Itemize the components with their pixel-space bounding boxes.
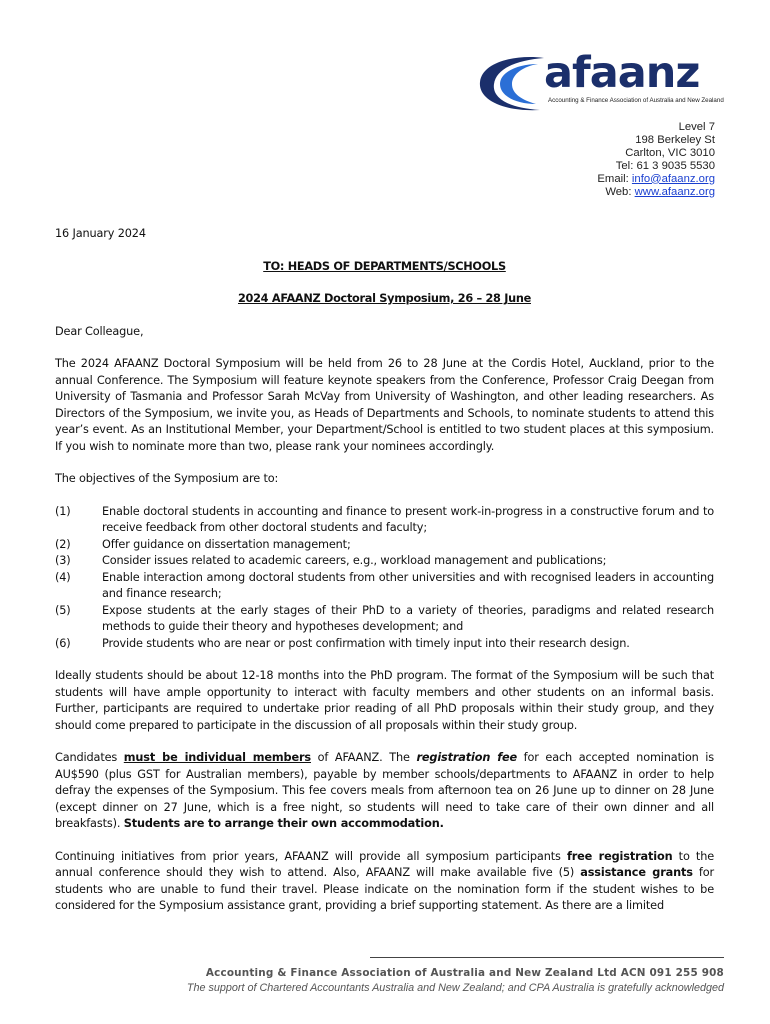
letter-subject: 2024 AFAANZ Doctoral Symposium, 26 – 28 June bbox=[238, 292, 531, 305]
list-item: (1) Enable doctoral students in accounting and finance to present work-in-progress in a constructive forum and to receive feedback from other doctoral students and faculty; bbox=[55, 504, 714, 534]
list-item: (3) Consider issues related to academic careers, e.g., workload management and publications; bbox=[55, 554, 607, 567]
letter-salutation: Dear Colleague, bbox=[55, 324, 144, 338]
membership-requirement: must be individual members bbox=[123, 751, 311, 764]
address-email-row bbox=[597, 173, 715, 186]
address-tel: Tel: 61 3 9035 5530 bbox=[615, 159, 715, 172]
email-link[interactable]: info@afaanz.org bbox=[631, 172, 715, 185]
logo-subtitle: Accounting & Finance Association of Australia and New Zealand bbox=[548, 97, 724, 104]
objectives-list bbox=[55, 504, 714, 653]
afaanz-logo bbox=[478, 48, 724, 116]
free-registration-label: free registration bbox=[566, 849, 673, 863]
paragraph-fees: Candidates must be individual members of AFAANZ. The registration fee for each accepted nomination is AU$590 (plus GST for Australian members), payable by member schools/departments to AFAANZ in order to help defray the expenses of the Symposium. This fee covers meals from afternoon tea on 26 June up to dinner on 28 June (except dinner on 27 June, which is a free night, so students will need to take care of their own dinner and all breakfasts). Students are to arrange their own accommodation. bbox=[55, 751, 714, 830]
registration-fee-label: registration fee bbox=[416, 751, 518, 764]
address-web-row bbox=[597, 186, 715, 199]
address-line: Level 7 bbox=[678, 121, 715, 133]
list-item: (4) Enable interaction among doctoral students from other universities and with recognised leaders in accounting and finance research; bbox=[55, 570, 714, 600]
letter-body bbox=[55, 226, 714, 915]
list-item: (5) Expose students at the early stages of their PhD to a variety of theories, paradigms and related research methods to guide their theory and hypotheses development; and bbox=[55, 603, 714, 633]
paragraph-grants: Continuing initiatives from prior years, AFAANZ will provide all symposium participants free registration to the annual conference should they wish to attend. Also, AFAANZ will make available five (5) assistance grants for students who are unable to fund their travel. Please indicate on the nomination form if the student wishes to be considered for the Symposium assistance grant, providing a brief supporting statement. As there are a limited bbox=[55, 849, 715, 912]
footer-divider bbox=[370, 957, 724, 958]
assistance-grants-label: assistance grants bbox=[580, 866, 693, 879]
web-label: Web: bbox=[605, 185, 635, 198]
paragraph-intro: The 2024 AFAANZ Doctoral Symposium will be held from 26 to 28 June at the Cordis Hotel, Auckland, prior to the annual Conference. The Symposium will feature keynote speakers from the Conference, Professor Craig Deegan from University of Tasmania and Professor Sarah McVay from University of Washington, and other leading researchers. As Directors of the Symposium, we invite you, as Heads of Departments and Schools, to nominate students to attend this year’s event. As an Institutional Member, your Department/School is entitled to two student places at this symposium. If you wish to nominate more than two, please rank your nominees accordingly. bbox=[55, 357, 714, 453]
list-item: (2) Offer guidance on dissertation management; bbox=[55, 537, 351, 551]
web-link[interactable]: www.afaanz.org bbox=[634, 185, 715, 198]
footer-acknowledgement: The support of Chartered Accountants Australia and New Zealand; and CPA Australia is gratefully acknowledged bbox=[186, 982, 724, 994]
letter-date: 16 January 2024 bbox=[55, 227, 146, 240]
logo-wordmark: afaanz bbox=[544, 48, 700, 98]
email-label: Email: bbox=[597, 172, 632, 185]
accommodation-note: Students are to arrange their own accommodation. bbox=[123, 817, 444, 830]
list-item: (6) Provide students who are near or post confirmation with timely input into their research design. bbox=[55, 636, 630, 650]
address-line: Carlton, VIC 3010 bbox=[625, 146, 715, 159]
paragraph-format: Ideally students should be about 12-18 months into the PhD program. The format of the Symposium will be such that students will have ample opportunity to interact with faculty members and other students on an informal basis. Further, participants are required to undertake prior reading of all PhD proposals within their study group, and they should come prepared to participate in the discussion of all proposals within their study group. bbox=[55, 669, 714, 732]
footer-company: Accounting & Finance Association of Australia and New Zealand Ltd ACN 091 255 908 bbox=[205, 967, 724, 979]
address-line: 198 Berkeley St bbox=[635, 133, 715, 146]
letter-recipient: TO: HEADS OF DEPARTMENTS/SCHOOLS bbox=[263, 259, 506, 273]
address-block bbox=[597, 121, 715, 198]
objectives-intro: The objectives of the Symposium are to: bbox=[55, 472, 279, 485]
